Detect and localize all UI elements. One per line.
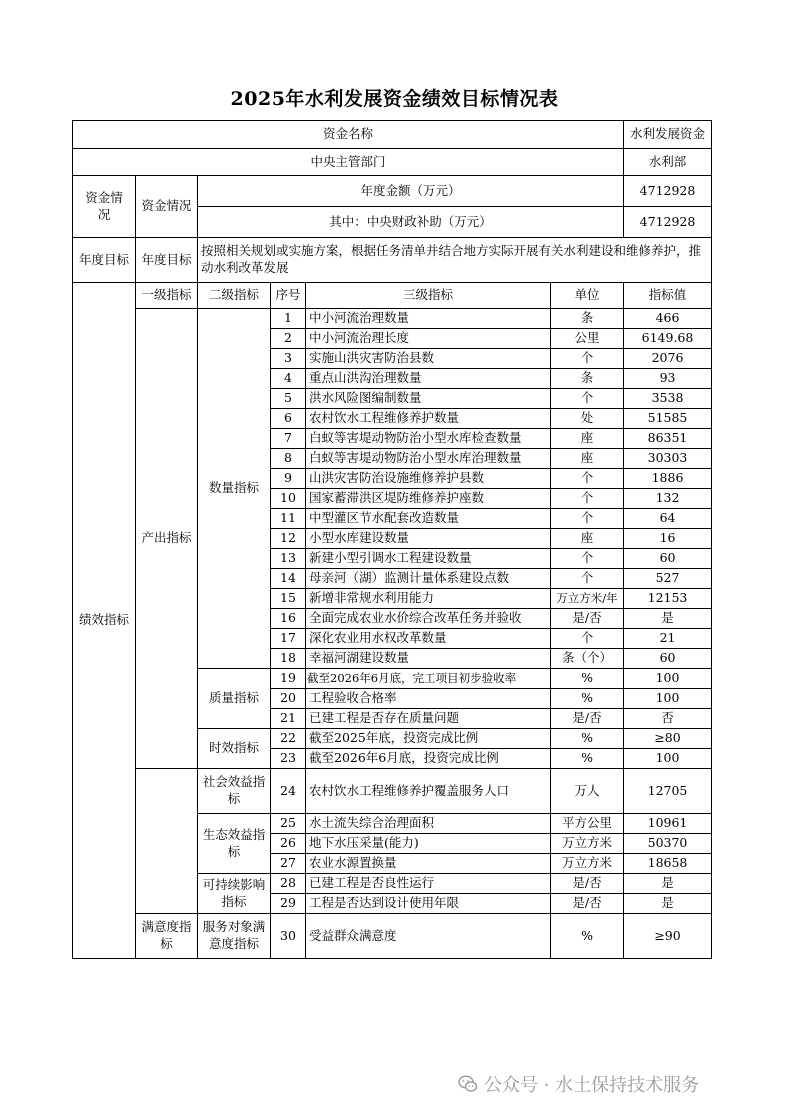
fund-name-row [73, 121, 712, 149]
indicator-name: 深化农业用水权改革数量 [306, 629, 551, 649]
indicator-unit: 个 [551, 549, 624, 569]
indicator-seq: 28 [271, 874, 306, 894]
level2-sustainable: 可持续影响指标 [198, 874, 271, 914]
indicator-name: 白蚁等害堤动物防治小型水库治理数量 [306, 449, 551, 469]
dept-label: 中央主管部门 [73, 149, 624, 176]
indicator-name: 幸福河湖建设数量 [306, 649, 551, 669]
indicator-value: 100 [624, 669, 712, 689]
indicator-seq: 13 [271, 549, 306, 569]
indicator-value: 是 [624, 874, 712, 894]
level1-output: 产出指标 [136, 309, 198, 769]
annual-goal-text: 按照相关规划或实施方案，根据任务清单并结合地方实际开展有关水利建设和维修养护，推动水利改革发展 [198, 238, 712, 283]
indicator-seq: 24 [271, 769, 306, 814]
indicator-name: 农村饮水工程维修养护覆盖服务人口 [306, 769, 551, 814]
indicator-value: 18658 [624, 854, 712, 874]
watermark-text: 公众号 · 水土保持技术服务 [484, 1075, 700, 1096]
level1-effect [136, 769, 198, 914]
indicator-value: 否 [624, 709, 712, 729]
annual-amount-value: 4712928 [624, 176, 712, 207]
indicator-name: 新增非常规水利用能力 [306, 589, 551, 609]
indicator-name: 截至2025年底，投资完成比例 [306, 729, 551, 749]
indicator-name: 农村饮水工程维修养护数量 [306, 409, 551, 429]
header-level1: 一级指标 [136, 283, 198, 309]
indicator-seq: 17 [271, 629, 306, 649]
level2-quantity: 数量指标 [198, 309, 271, 669]
indicator-seq: 16 [271, 609, 306, 629]
annual-amount-label: 年度金额（万元） [198, 176, 624, 207]
indicator-name: 中小河流治理数量 [306, 309, 551, 329]
performance-label: 绩效指标 [73, 283, 136, 959]
indicator-name: 全面完成农业水价综合改革任务并验收 [306, 609, 551, 629]
indicator-name: 母亲河（湖）监测计量体系建设点数 [306, 569, 551, 589]
indicator-unit: 个 [551, 629, 624, 649]
indicator-unit: 个 [551, 349, 624, 369]
indicator-unit: 是/否 [551, 609, 624, 629]
indicator-unit: 万立方米/年 [551, 589, 624, 609]
indicator-unit: % [551, 729, 624, 749]
fund-name-value: 水利发展资金 [624, 121, 712, 149]
central-subsidy-value: 4712928 [624, 207, 712, 238]
indicator-name: 小型水库建设数量 [306, 529, 551, 549]
indicator-seq: 9 [271, 469, 306, 489]
central-subsidy-label: 其中：中央财政补助（万元） [198, 207, 624, 238]
indicator-unit: % [551, 689, 624, 709]
indicator-seq: 26 [271, 834, 306, 854]
indicator-value: 1886 [624, 469, 712, 489]
indicator-unit: 万人 [551, 769, 624, 814]
indicator-name: 截至2026年6月底，投资完成比例 [306, 749, 551, 769]
dept-row [73, 149, 712, 176]
indicator-value: 527 [624, 569, 712, 589]
indicator-seq: 7 [271, 429, 306, 449]
indicator-name: 实施山洪灾害防治县数 [306, 349, 551, 369]
performance-table [72, 120, 712, 959]
indicator-seq: 2 [271, 329, 306, 349]
annual-amount-row [73, 176, 712, 207]
indicator-name: 截至2026年6月底，完工项目初步验收率 [306, 669, 551, 689]
indicator-unit: 个 [551, 489, 624, 509]
indicator-unit: 是/否 [551, 894, 624, 914]
indicator-unit: 个 [551, 389, 624, 409]
level2-service-satisfaction: 服务对象满意度指标 [198, 914, 271, 959]
indicator-seq: 14 [271, 569, 306, 589]
indicator-seq: 20 [271, 689, 306, 709]
fund-name-label: 资金名称 [73, 121, 624, 149]
indicator-name: 中型灌区节水配套改造数量 [306, 509, 551, 529]
indicator-name: 山洪灾害防治设施维修养护县数 [306, 469, 551, 489]
indicator-value: 12705 [624, 769, 712, 814]
indicator-name: 工程是否达到设计使用年限 [306, 894, 551, 914]
indicator-name: 洪水风险图编制数量 [306, 389, 551, 409]
indicator-unit: 条（个） [551, 649, 624, 669]
indicator-value: ≥80 [624, 729, 712, 749]
indicator-name: 水土流失综合治理面积 [306, 814, 551, 834]
indicator-name: 白蚁等害堤动物防治小型水库检查数量 [306, 429, 551, 449]
annual-goal-sub-label: 年度目标 [136, 238, 198, 283]
indicator-seq: 1 [271, 309, 306, 329]
indicator-seq: 27 [271, 854, 306, 874]
indicator-seq: 3 [271, 349, 306, 369]
indicator-seq: 15 [271, 589, 306, 609]
indicator-value: 12153 [624, 589, 712, 609]
header-level3: 三级指标 [306, 283, 551, 309]
indicator-seq: 4 [271, 369, 306, 389]
indicator-unit: 个 [551, 569, 624, 589]
indicator-unit: 万立方米 [551, 834, 624, 854]
indicator-seq: 22 [271, 729, 306, 749]
wechat-icon [458, 1074, 478, 1094]
indicator-value: 100 [624, 749, 712, 769]
indicator-unit: 座 [551, 529, 624, 549]
indicator-name: 已建工程是否存在质量问题 [306, 709, 551, 729]
indicator-name: 农业水源置换量 [306, 854, 551, 874]
indicator-unit: 公里 [551, 329, 624, 349]
indicator-value: 132 [624, 489, 712, 509]
indicator-seq: 23 [271, 749, 306, 769]
indicator-value: 6149.68 [624, 329, 712, 349]
indicator-unit: 是/否 [551, 709, 624, 729]
indicator-row [73, 914, 712, 959]
indicator-value: 86351 [624, 429, 712, 449]
indicator-unit: 平方公里 [551, 814, 624, 834]
indicator-name: 工程验收合格率 [306, 689, 551, 709]
page-title: 2025年水利发展资金绩效目标情况表 [230, 88, 559, 110]
indicator-seq: 21 [271, 709, 306, 729]
indicator-seq: 30 [271, 914, 306, 959]
indicator-value: 3538 [624, 389, 712, 409]
level2-social: 社会效益指标 [198, 769, 271, 814]
indicator-value: 93 [624, 369, 712, 389]
level1-satisfaction: 满意度指标 [136, 914, 198, 959]
indicator-unit: 万立方米 [551, 854, 624, 874]
indicator-seq: 29 [271, 894, 306, 914]
watermark [458, 1071, 699, 1097]
indicator-seq: 10 [271, 489, 306, 509]
indicator-unit: 个 [551, 469, 624, 489]
level2-timeliness: 时效指标 [198, 729, 271, 769]
indicator-unit: 座 [551, 429, 624, 449]
indicator-unit: 条 [551, 309, 624, 329]
indicator-unit: 个 [551, 509, 624, 529]
indicator-value: 50370 [624, 834, 712, 854]
indicator-name: 地下水压采量(能力) [306, 834, 551, 854]
indicator-value: 是 [624, 609, 712, 629]
indicator-seq: 6 [271, 409, 306, 429]
annual-goal-row [73, 238, 712, 283]
indicator-row [73, 769, 712, 814]
indicator-value: 51585 [624, 409, 712, 429]
header-level2: 二级指标 [198, 283, 271, 309]
indicator-unit: 条 [551, 369, 624, 389]
indicator-seq: 8 [271, 449, 306, 469]
indicator-row [73, 309, 712, 329]
indicator-value: 2076 [624, 349, 712, 369]
funding-label: 资金情况 [73, 176, 136, 238]
indicator-seq: 18 [271, 649, 306, 669]
header-unit: 单位 [551, 283, 624, 309]
indicator-value: 16 [624, 529, 712, 549]
dept-value: 水利部 [624, 149, 712, 176]
indicator-seq: 19 [271, 669, 306, 689]
indicator-name: 受益群众满意度 [306, 914, 551, 959]
indicator-name: 新建小型引调水工程建设数量 [306, 549, 551, 569]
indicator-seq: 5 [271, 389, 306, 409]
indicator-name: 中小河流治理长度 [306, 329, 551, 349]
indicator-value: 100 [624, 689, 712, 709]
level2-quality: 质量指标 [198, 669, 271, 729]
indicator-value: 30303 [624, 449, 712, 469]
indicator-unit: % [551, 914, 624, 959]
indicator-unit: 处 [551, 409, 624, 429]
indicator-value: 60 [624, 549, 712, 569]
indicator-value: 60 [624, 649, 712, 669]
indicator-value: 10961 [624, 814, 712, 834]
header-seq: 序号 [271, 283, 306, 309]
indicator-name: 已建工程是否良性运行 [306, 874, 551, 894]
indicator-value: 是 [624, 894, 712, 914]
indicator-unit: 是/否 [551, 874, 624, 894]
annual-goal-label: 年度目标 [73, 238, 136, 283]
indicator-name: 重点山洪沟治理数量 [306, 369, 551, 389]
indicator-unit: 座 [551, 449, 624, 469]
indicator-value: 64 [624, 509, 712, 529]
level2-ecological: 生态效益指标 [198, 814, 271, 874]
indicator-value: 21 [624, 629, 712, 649]
indicator-unit: % [551, 669, 624, 689]
indicator-value: 466 [624, 309, 712, 329]
indicator-seq: 25 [271, 814, 306, 834]
indicator-name: 国家蓄滞洪区堤防维修养护座数 [306, 489, 551, 509]
indicator-seq: 12 [271, 529, 306, 549]
funding-sub-label: 资金情况 [136, 176, 198, 238]
indicator-unit: % [551, 749, 624, 769]
indicator-value: ≥90 [624, 914, 712, 959]
header-row [73, 283, 712, 309]
header-value: 指标值 [624, 283, 712, 309]
indicator-seq: 11 [271, 509, 306, 529]
